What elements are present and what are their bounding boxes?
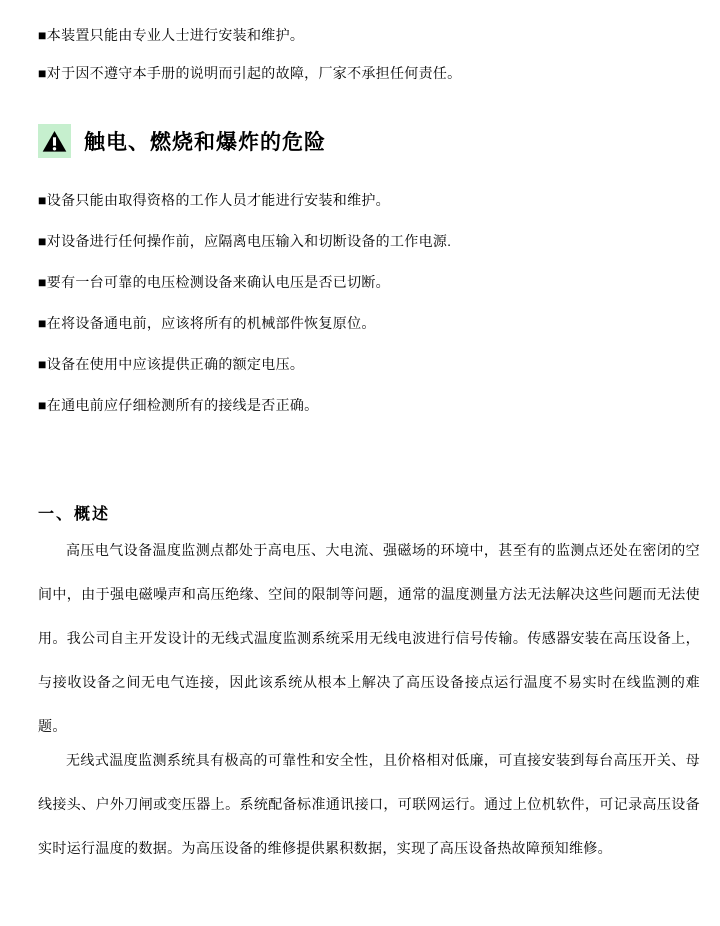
warning-list — [38, 191, 700, 414]
bullet-square-icon: ■ — [38, 27, 47, 43]
notice-text: 对于因不遵守本手册的说明而引起的故障，厂家不承担任何责任。 — [46, 65, 462, 81]
warning-item-text: 设备只能由取得资格的工作人员才能进行安装和维护。 — [46, 192, 390, 208]
warning-list-item — [38, 396, 700, 414]
warning-item-text: 要有一台可靠的电压检测设备来确认电压是否已切断。 — [46, 274, 390, 290]
warning-list-item — [38, 273, 700, 291]
bullet-square-icon: ■ — [38, 397, 47, 413]
warning-item-text: 设备在使用中应该提供正确的额定电压。 — [46, 356, 305, 372]
overview-body — [38, 528, 700, 870]
bullet-square-icon: ■ — [38, 233, 47, 249]
warning-item-text: 对设备进行任何操作前，应隔离电压输入和切断设备的工作电源. — [46, 233, 452, 249]
warning-list-item — [38, 232, 700, 250]
bullet-square-icon: ■ — [38, 315, 47, 331]
manual-page — [0, 26, 720, 926]
bullet-square-icon: ■ — [38, 192, 47, 208]
warning-item-text: 在将设备通电前，应该将所有的机械部件恢复原位。 — [46, 315, 376, 331]
overview-section-heading: 一、概述 — [38, 506, 111, 523]
notice-text: 本装置只能由专业人士进行安装和维护。 — [46, 27, 305, 43]
warning-section-header — [38, 124, 700, 158]
overview-paragraph: 无线式温度监测系统具有极高的可靠性和安全性，且价格相对低廉，可直接安装到每台高压开关、母线接头、户外刀闸或变压器上。系统配备标准通讯接口，可联网运行。通过上位机软件，可记录高压设备实时运行温度的数据。为高压设备的维修提供累积数据，实现了高压设备热故障预知维修。 — [38, 752, 700, 856]
bullet-square-icon: ■ — [38, 65, 47, 81]
warning-list-item — [38, 191, 700, 209]
warning-item-text: 在通电前应仔细检测所有的接线是否正确。 — [46, 397, 319, 413]
bullet-square-icon: ■ — [38, 274, 47, 290]
overview-paragraph: 高压电气设备温度监测点都处于高电压、大电流、强磁场的环境中，甚至有的监测点还处在密闭的空间中，由于强电磁噪声和高压绝缘、空间的限制等问题，通常的温度测量方法无法解决这些问题而无法使用。我公司自主开发设计的无线式温度监测系统采用无线电波进行信号传输。传感器安装在高压设备上，与接收设备之间无电气连接，因此该系统从根本上解决了高压设备接点运行温度不易实时在线监测的难题。 — [38, 542, 700, 734]
warning-list-item — [38, 314, 700, 332]
notice-line — [38, 64, 700, 82]
warning-list-item — [38, 355, 700, 373]
bullet-square-icon: ■ — [38, 356, 47, 372]
notice-line — [38, 26, 700, 44]
warning-section-title: 触电、燃烧和爆炸的危险 — [84, 131, 326, 154]
warning-triangle-icon — [38, 124, 71, 158]
